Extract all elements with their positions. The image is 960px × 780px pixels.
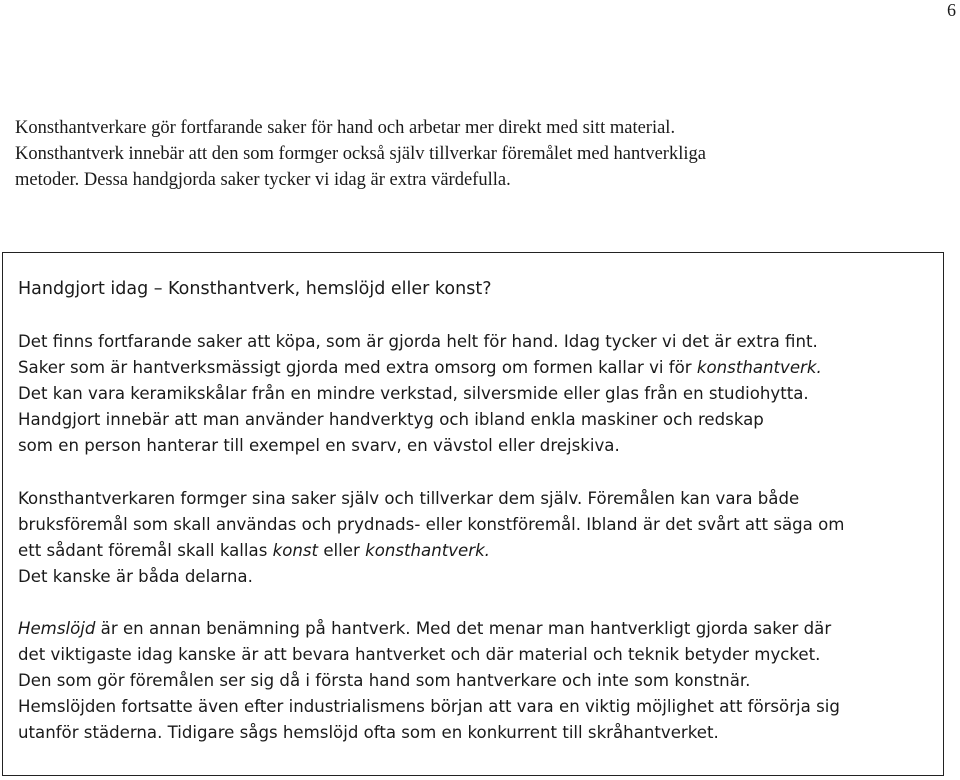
text-line: det viktigaste idag kanske är att bevara hantverket och där material och teknik betyder mycket. bbox=[18, 645, 821, 664]
text-line: Hemslöjden fortsatte även efter industrialismens början att vara en viktig möjlighet att försörja sig bbox=[18, 697, 840, 716]
text-line bbox=[18, 538, 938, 564]
text-line: Den som gör föremålen ser sig då i första hand som hantverkare och inte som konstnär. bbox=[18, 671, 751, 690]
box-heading: Handgjort idag – Konsthantverk, hemslöjd eller konst? bbox=[18, 279, 492, 299]
text-line: bruksföremål som skall användas och prydnads- eller konstföremål. Ibland är det svårt att säga om bbox=[18, 515, 845, 534]
intro-line: metoder. Dessa handgjorda saker tycker vi idag är extra värdefulla. bbox=[15, 170, 511, 190]
text-segment: Saker som är hantverksmässigt gjorda med extra omsorg om formen kallar vi för bbox=[18, 358, 697, 377]
intro-line: Konsthantverkare gör fortfarande saker för hand och arbetar mer direkt med sitt material. bbox=[15, 118, 676, 138]
text-segment: ett sådant föremål skall kallas bbox=[18, 541, 273, 560]
text-segment: är en annan benämning på hantverk. Med det menar man hantverkligt gjorda saker där bbox=[95, 619, 832, 638]
text-line: Handgjort innebär att man använder handverktyg och ibland enkla maskiner och redskap bbox=[18, 410, 764, 429]
page-number: 6 bbox=[947, 0, 956, 20]
emphasis-konsthantverk: konsthantverk. bbox=[696, 358, 822, 377]
box-paragraph-2 bbox=[18, 486, 938, 590]
text-line: Det finns fortfarande saker att köpa, som är gjorda helt för hand. Idag tycker vi det är extra fint. bbox=[18, 332, 818, 351]
emphasis-hemslojd: Hemslöjd bbox=[18, 619, 96, 638]
intro-text bbox=[15, 115, 945, 193]
intro-line: Konsthantverk innebär att den som formger också själv tillverkar föremålet med hantverkliga bbox=[15, 144, 706, 164]
emphasis-konst: konst bbox=[272, 541, 319, 560]
emphasis-konsthantverk: konsthantverk. bbox=[365, 541, 490, 560]
text-line: Konsthantverkaren formger sina saker själv och tillverkar dem själv. Föremålen kan vara både bbox=[18, 489, 800, 508]
intro-paragraph bbox=[15, 115, 945, 193]
text-line: Det kan vara keramikskålar från en mindre verkstad, silversmide eller glas från en studiohytta. bbox=[18, 384, 809, 403]
text-line bbox=[18, 355, 938, 381]
text-line: som en person hanterar till exempel en svarv, en vävstol eller drejskiva. bbox=[18, 436, 620, 455]
info-box bbox=[2, 252, 944, 776]
text-line: utanför städerna. Tidigare sågs hemslöjd ofta som en konkurrent till skråhantverket. bbox=[18, 723, 719, 742]
text-line: Det kanske är båda delarna. bbox=[18, 567, 253, 586]
box-paragraph-3 bbox=[18, 616, 938, 746]
text-segment: eller bbox=[318, 541, 366, 560]
text-line bbox=[18, 616, 938, 642]
box-paragraph-1 bbox=[18, 329, 938, 459]
